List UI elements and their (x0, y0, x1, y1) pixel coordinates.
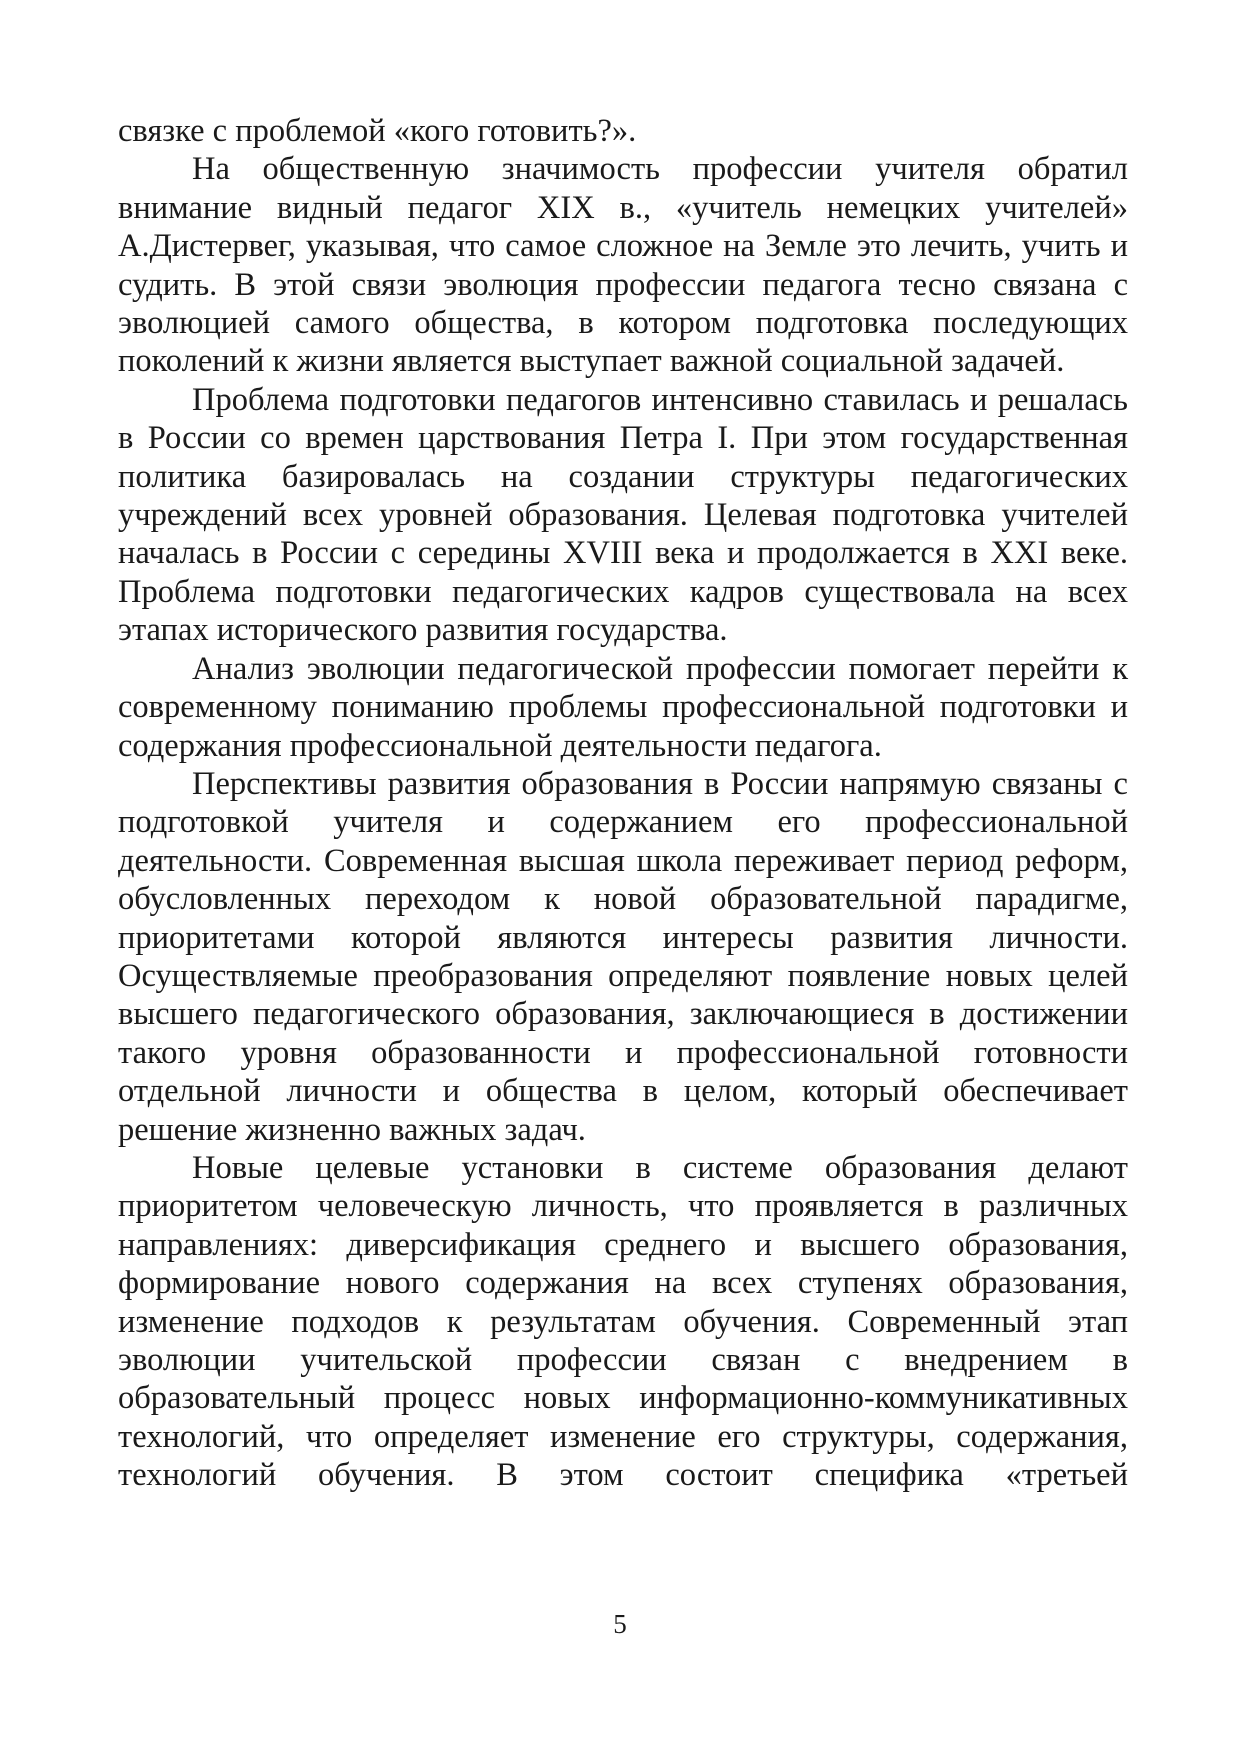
page-number: 5 (613, 1609, 627, 1639)
paragraph-disterweg: На общественную значимость профессии учителя обратил внимание видный педагог XIX в., «учитель немецких учителей» А.Дистервег, указывая, что самое сложное на Земле это лечить, учить и судить. В этой связи эволюция профессии педагога тесно связана с эволюцией самого общества, в котором подготовка последующих поколений к жизни является выступает важной социальной задачей. (118, 151, 1128, 380)
paragraph-teacher-training-history: Проблема подготовки педагогов интенсивно ставилась и решалась в России со времен царствования Петра I. При этом государственная политика базировалась на создании структуры педагогических учреждений всех уровней образования. Целевая подготовка учителей началась в России с середины XVIII века и продолжается в XXI веке. Проблема подготовки педагогических кадров существовала на всех этапах исторического развития государства. (118, 381, 1128, 649)
paragraph-education-prospects: Перспективы развития образования в России напрямую связаны с подготовкой учителя и содержанием его профессиональной деятельности. Современная высшая школа переживает период реформ, обусловленных переходом к новой образовательной парадигме, приоритетами которой являются интересы развития личности. Осуществляемые преобразования определяют появление новых целей высшего педагогического образования, заключающиеся в достижении такого уровня образованности и профессиональной готовности отдельной личности и общества в целом, который обеспечивает решение жизненно важных задач. (118, 765, 1128, 1148)
body-text (118, 112, 1128, 1495)
paragraph-continuation: связке с проблемой «кого готовить?». (118, 113, 637, 149)
paragraph-new-targets: Новые целевые установки в системе образования делают приоритетом человеческую личность, что проявляется в различных направлениях: диверсификация среднего и высшего образования, формирование нового содержания на всех ступенях образования, изменение подходов к результатам обучения. Современный этап эволюции учительской профессии связан с внедрением в образовательный процесс новых информационно-коммуникативных технологий, что определяет изменение его структуры, содержания, технологий обучения. В этом состоит специфика «третьей (118, 1149, 1128, 1494)
paragraph-profession-analysis: Анализ эволюции педагогической профессии помогает перейти к современному пониманию проблемы профессиональной подготовки и содержания профессиональной деятельности педагога. (118, 650, 1128, 764)
